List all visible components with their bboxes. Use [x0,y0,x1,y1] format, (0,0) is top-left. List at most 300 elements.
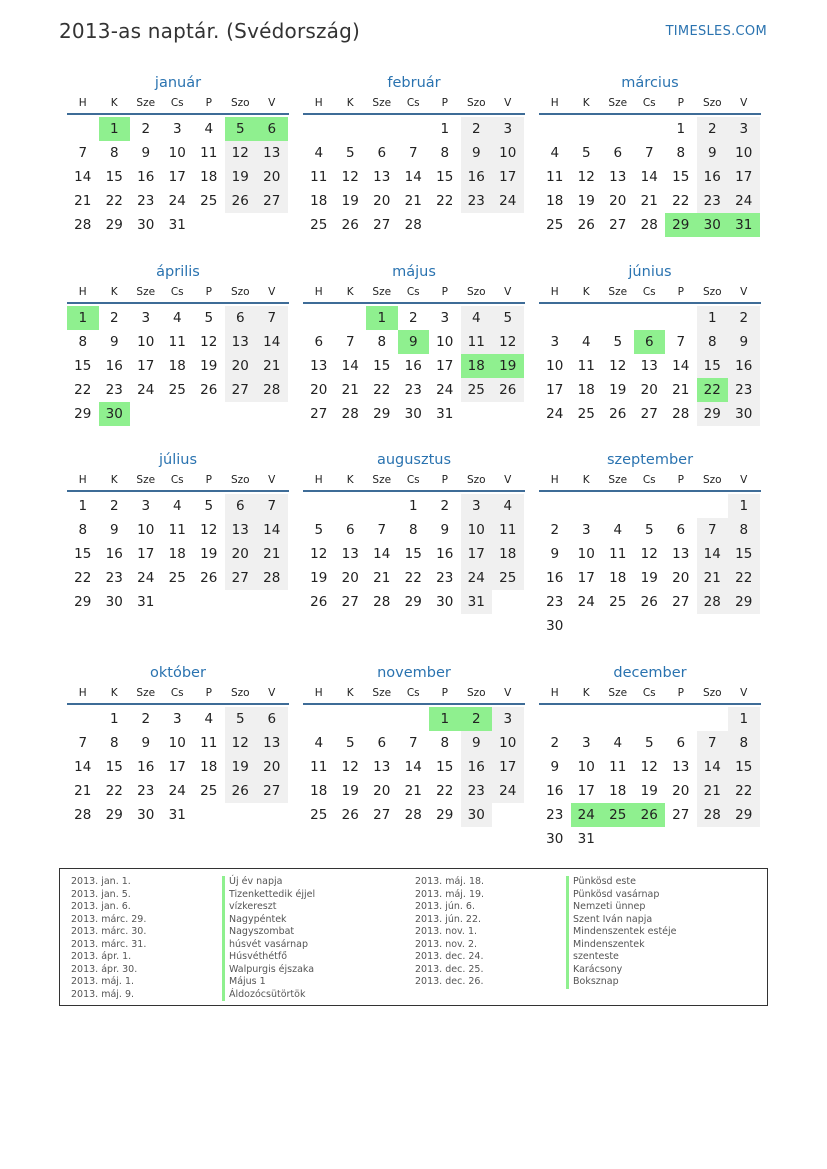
holiday-day-cell: 19 [492,354,524,378]
day-cell: 13 [256,731,288,755]
day-cell: 9 [461,141,493,165]
day-cell: 23 [461,189,493,213]
day-cell: 12 [310,546,328,562]
empty-cell [602,494,634,518]
day-cell: 12 [609,358,627,374]
holiday-day-cell: 22 [697,378,729,402]
day-cell: 20 [640,382,658,398]
holiday-date: 2013. nov. 1. [415,926,478,937]
month-name: március [621,75,679,91]
day-grid [67,304,289,426]
weekday-label: H [78,687,87,699]
day-cell: 4 [492,494,524,518]
day-cell: 20 [373,193,391,209]
day-cell: 18 [310,783,328,799]
day-cell: 28 [256,378,288,402]
day-cell: 27 [373,217,391,233]
day-cell: 30 [728,402,760,426]
empty-cell [697,707,729,731]
holiday-date: 2013. dec. 26. [415,976,484,987]
weekday-label: V [504,687,512,699]
day-cell: 19 [640,783,658,799]
day-cell: 21 [373,570,391,586]
day-cell: 21 [404,783,422,799]
holiday-day-cell: 6 [256,117,288,141]
day-cell: 22 [74,382,92,398]
brand-link[interactable]: TIMESLES.COM [665,24,767,39]
day-cell: 11 [200,145,218,161]
weekday-label: H [550,286,559,298]
weekday-label: Cs [642,97,656,109]
day-cell: 11 [310,169,328,185]
day-cell: 11 [546,169,564,185]
day-cell: 23 [404,382,422,398]
day-cell: 5 [345,735,355,751]
day-cell: 18 [577,382,595,398]
day-cell: 13 [609,169,627,185]
day-cell: 5 [581,145,591,161]
day-grid [539,115,761,237]
empty-cell [697,494,729,518]
empty-cell [539,494,571,518]
weekday-label: K [346,687,354,699]
weekday-label: V [504,286,512,298]
holiday-name: Nagypéntek [222,914,287,927]
empty-cell [303,494,335,518]
day-cell: 6 [676,735,686,751]
month-name: február [387,75,441,91]
empty-cell [571,494,603,518]
legend-item [60,926,315,939]
day-cell: 13 [341,546,359,562]
month-name: április [156,264,200,280]
day-cell: 24 [546,406,564,422]
day-cell: 8 [697,330,729,354]
day-cell: 27 [672,594,690,610]
day-cell: 14 [672,358,690,374]
day-cell: 8 [78,334,88,350]
day-cell: 6 [377,145,387,161]
empty-cell [461,213,493,237]
empty-cell [571,117,603,141]
day-cell: 28 [373,594,391,610]
day-cell: 4 [550,145,560,161]
day-cell: 4 [204,711,214,727]
day-cell: 27 [640,406,658,422]
day-cell: 6 [314,334,324,350]
weekday-label: P [441,97,448,109]
weekday-header [303,94,525,115]
empty-cell [634,614,666,638]
day-cell: 28 [341,406,359,422]
day-cell: 14 [697,755,729,779]
day-cell: 30 [137,217,155,233]
weekday-label: Sze [372,687,392,699]
day-cell: 12 [341,759,359,775]
day-cell: 22 [373,382,391,398]
weekday-header [67,283,289,304]
day-cell: 10 [492,141,524,165]
day-cell: 31 [436,406,454,422]
weekday-label: P [441,687,448,699]
day-grid [539,705,761,851]
day-cell: 16 [461,165,493,189]
weekday-header [303,471,525,492]
weekday-label: H [78,97,87,109]
day-cell: 18 [609,783,627,799]
day-cell: 3 [581,522,591,538]
empty-cell [256,590,288,614]
weekday-label: H [78,474,87,486]
holiday-date: 2013. márc. 31. [71,938,147,950]
empty-cell [335,494,367,518]
day-cell: 30 [137,807,155,823]
day-cell: 21 [697,566,729,590]
day-cell: 9 [461,731,493,755]
day-cell: 7 [697,518,729,542]
day-cell: 19 [341,783,359,799]
day-cell: 7 [697,731,729,755]
weekday-label: V [268,97,276,109]
legend-item [404,926,677,939]
holiday-day-cell: 1 [366,306,398,330]
weekday-label: H [550,97,559,109]
empty-cell [602,707,634,731]
weekday-label: P [677,474,684,486]
day-cell: 16 [436,546,454,562]
day-cell: 26 [310,594,328,610]
day-cell: 28 [672,406,690,422]
empty-cell [225,590,257,614]
empty-cell [398,707,430,731]
empty-cell [571,614,603,638]
day-cell: 12 [577,169,595,185]
day-cell: 2 [109,310,119,326]
day-cell: 7 [676,334,686,350]
weekday-label: K [346,97,354,109]
day-cell: 17 [728,165,760,189]
empty-cell [665,494,697,518]
day-cell: 8 [676,145,686,161]
weekday-label: Szo [230,687,250,699]
holiday-day-cell: 1 [99,117,131,141]
holiday-name: Nemzeti ünnep [566,901,645,914]
month-name: június [628,264,672,280]
empty-cell [193,213,225,237]
day-cell: 23 [137,193,155,209]
legend-item [404,964,677,977]
day-cell: 9 [440,522,450,538]
day-cell: 5 [613,334,623,350]
day-cell: 18 [609,570,627,586]
day-cell: 14 [74,759,92,775]
day-cell: 20 [256,165,288,189]
weekday-label: Szo [702,687,722,699]
day-cell: 23 [546,807,564,823]
weekday-header [539,471,761,492]
day-cell: 15 [436,759,454,775]
holiday-day-cell: 18 [461,354,493,378]
holiday-day-cell: 30 [697,213,729,237]
day-cell: 14 [404,759,422,775]
empty-cell [162,402,194,426]
day-cell: 7 [408,145,418,161]
day-cell: 29 [404,594,422,610]
day-cell: 2 [550,522,560,538]
day-cell: 17 [492,755,524,779]
empty-cell [728,614,760,638]
day-cell: 20 [672,570,690,586]
day-cell: 12 [200,334,218,350]
day-cell: 16 [137,169,155,185]
month-calendar [539,449,761,638]
day-cell: 11 [310,759,328,775]
day-cell: 11 [168,334,186,350]
day-cell: 26 [225,189,257,213]
day-cell: 8 [109,735,119,751]
day-cell: 21 [640,193,658,209]
empty-cell [492,213,524,237]
holiday-name: Szent Iván napja [566,914,652,927]
weekday-label: Sze [136,474,156,486]
weekday-label: H [314,286,323,298]
day-cell: 5 [225,707,257,731]
holiday-name: Boksznap [566,976,619,989]
weekday-label: K [110,286,118,298]
legend-item [60,976,315,989]
day-cell: 22 [105,783,123,799]
holiday-date: 2013. ápr. 1. [71,951,132,962]
empty-cell [634,494,666,518]
weekday-label: P [205,97,212,109]
empty-cell [634,827,666,851]
day-cell: 17 [137,358,155,374]
weekday-label: Szo [466,687,486,699]
holiday-name: húsvét vasárnap [222,939,308,952]
day-cell: 12 [640,546,658,562]
day-cell: 25 [200,783,218,799]
empty-cell [634,707,666,731]
day-cell: 17 [577,570,595,586]
holiday-name: Nagyszombat [222,926,294,939]
day-cell: 8 [109,145,119,161]
empty-cell [193,402,225,426]
day-cell: 8 [440,735,450,751]
day-cell: 13 [225,330,257,354]
day-cell: 23 [137,783,155,799]
legend-item [60,939,315,952]
day-cell: 24 [492,189,524,213]
weekday-label: Sze [136,687,156,699]
weekday-label: Cs [406,286,420,298]
day-cell: 29 [74,406,92,422]
empty-cell [697,614,729,638]
day-cell: 12 [225,731,257,755]
day-cell: 30 [461,803,493,827]
day-cell: 7 [78,735,88,751]
legend-item [60,989,315,1002]
day-cell: 10 [577,546,595,562]
empty-cell [225,213,257,237]
weekday-label: Cs [406,97,420,109]
day-cell: 29 [728,803,760,827]
day-cell: 27 [225,378,257,402]
day-cell: 25 [310,807,328,823]
legend-item [404,914,677,927]
weekday-header [303,684,525,705]
weekday-header [67,684,289,705]
day-cell: 11 [461,330,493,354]
empty-cell [602,306,634,330]
weekday-label: P [205,474,212,486]
day-cell: 17 [137,546,155,562]
weekday-label: Cs [406,474,420,486]
day-cell: 12 [225,141,257,165]
day-cell: 24 [461,566,493,590]
day-cell: 3 [728,117,760,141]
day-cell: 2 [408,310,418,326]
empty-cell [303,117,335,141]
day-cell: 22 [436,193,454,209]
month-calendar [303,662,525,827]
day-cell: 6 [225,494,257,518]
day-cell: 25 [310,217,328,233]
day-cell: 1 [728,494,760,518]
legend-column-right [404,876,677,989]
day-cell: 23 [728,378,760,402]
day-cell: 4 [314,145,324,161]
holiday-date: 2013. máj. 1. [71,976,135,987]
day-cell: 26 [609,406,627,422]
empty-cell [492,590,524,614]
day-cell: 25 [168,382,186,398]
day-cell: 27 [373,807,391,823]
holiday-day-cell: 1 [67,306,99,330]
day-cell: 25 [168,570,186,586]
day-cell: 4 [613,522,623,538]
empty-cell [492,803,524,827]
day-cell: 22 [728,566,760,590]
day-cell: 22 [672,193,690,209]
day-cell: 18 [492,542,524,566]
empty-cell [634,117,666,141]
day-cell: 5 [644,735,654,751]
day-cell: 19 [577,193,595,209]
holiday-name: Walpurgis éjszaka [222,964,314,977]
day-cell: 30 [404,406,422,422]
day-cell: 6 [345,522,355,538]
day-cell: 16 [137,759,155,775]
day-cell: 30 [436,594,454,610]
day-cell: 29 [105,807,123,823]
day-cell: 28 [74,807,92,823]
day-cell: 19 [200,358,218,374]
month-calendar [303,72,525,237]
empty-cell [303,707,335,731]
empty-cell [303,306,335,330]
legend-item [60,914,315,927]
holiday-legend [59,868,768,1006]
day-grid [303,304,525,426]
empty-cell [256,213,288,237]
month-calendar [67,449,289,614]
weekday-label: P [205,687,212,699]
day-cell: 20 [609,193,627,209]
day-cell: 21 [404,193,422,209]
day-cell: 30 [105,594,123,610]
day-cell: 16 [105,546,123,562]
day-cell: 7 [256,494,288,518]
empty-cell [539,306,571,330]
day-cell: 11 [492,518,524,542]
day-cell: 2 [109,498,119,514]
empty-cell [162,590,194,614]
holiday-day-cell: 31 [728,213,760,237]
weekday-label: H [550,474,559,486]
weekday-header [303,283,525,304]
day-cell: 15 [105,169,123,185]
day-cell: 17 [168,169,186,185]
holiday-date: 2013. ápr. 30. [71,963,138,975]
weekday-header [67,94,289,115]
day-cell: 31 [137,594,155,610]
day-cell: 29 [728,590,760,614]
day-cell: 6 [256,707,288,731]
day-grid [303,705,525,827]
legend-item [60,889,315,902]
day-cell: 12 [640,759,658,775]
weekday-label: Sze [136,97,156,109]
weekday-label: Szo [466,286,486,298]
weekday-label: V [740,97,748,109]
day-cell: 3 [492,707,524,731]
holiday-day-cell: 5 [225,117,257,141]
holiday-name: vízkereszt [222,901,276,914]
weekday-label: V [740,474,748,486]
day-cell: 16 [546,570,564,586]
day-cell: 10 [492,731,524,755]
day-cell: 29 [697,402,729,426]
day-cell: 24 [436,382,454,398]
day-cell: 15 [404,546,422,562]
empty-cell [602,827,634,851]
day-cell: 26 [341,217,359,233]
day-cell: 25 [546,217,564,233]
holiday-day-cell: 29 [665,213,697,237]
holiday-date: 2013. dec. 25. [415,963,484,975]
day-cell: 29 [74,594,92,610]
day-cell: 15 [672,169,690,185]
weekday-label: Sze [372,286,392,298]
weekday-label: Cs [642,474,656,486]
day-cell: 4 [172,310,182,326]
holiday-name: Új év napja [222,876,282,889]
empty-cell [602,117,634,141]
weekday-label: Cs [170,474,184,486]
day-cell: 13 [672,546,690,562]
day-cell: 15 [74,358,92,374]
empty-cell [193,803,225,827]
weekday-label: Sze [372,97,392,109]
day-cell: 26 [341,807,359,823]
day-cell: 21 [74,193,92,209]
day-cell: 30 [546,618,564,634]
weekday-label: Szo [230,97,250,109]
weekday-label: H [314,474,323,486]
weekday-label: V [740,687,748,699]
day-cell: 31 [577,831,595,847]
empty-cell [256,402,288,426]
